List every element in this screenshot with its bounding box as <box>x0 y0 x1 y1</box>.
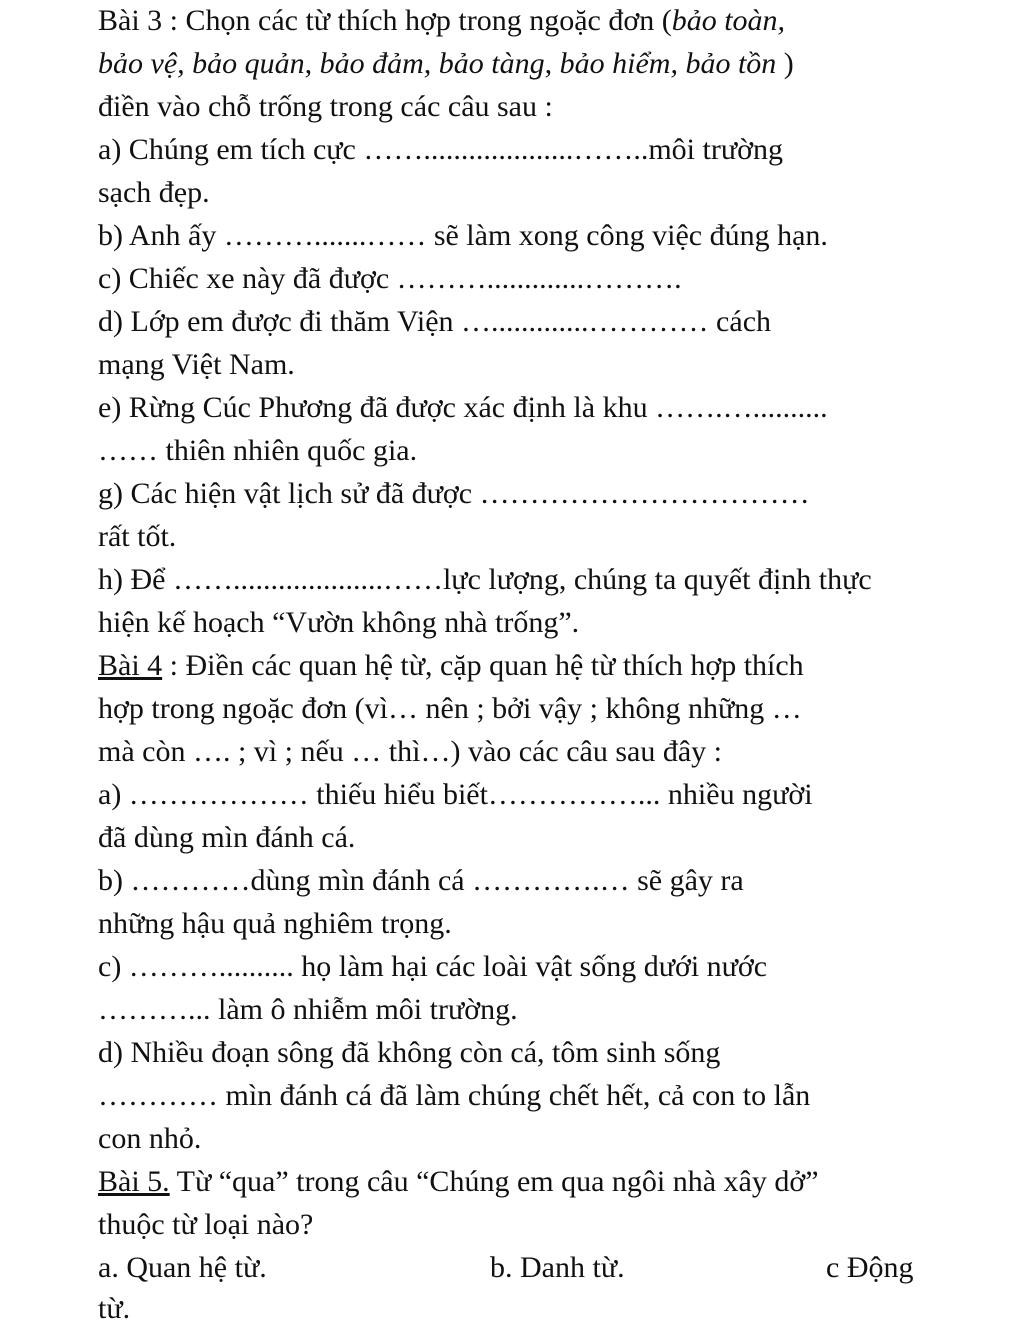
bai4-intro-line-1 <box>98 647 804 685</box>
bai3-intro-line-2 <box>98 45 794 83</box>
bai3-title: Bài 3 <box>98 4 163 37</box>
bai4-intro-line-3: mà còn …. ; vì ; nếu … thì…) vào các câu sau đây : <box>98 735 722 768</box>
bai5-question-text: Từ “qua” trong câu “Chúng em qua ngôi nhà xây dở” <box>169 1165 819 1198</box>
bai4-title: Bài 4 <box>98 649 163 682</box>
bai4-intro-line-2: hợp trong ngoặc đơn (vì… nên ; bởi vậy ; không những … <box>98 692 802 725</box>
bai3-word-list-start: bảo toàn, <box>671 4 786 37</box>
bai3-word-list: bảo vệ, bảo quản, bảo đảm, bảo tàng, bảo hiểm, bảo tồn <box>98 47 777 80</box>
bai5-question-line-2: thuộc từ loại nào? <box>98 1208 314 1241</box>
bai4-sentence-d: d) Nhiều đoạn sông đã không còn cá, tôm sinh sống <box>98 1036 721 1069</box>
bai3-sentence-a: a) Chúng em tích cực ……....................……..môi trường <box>98 133 783 166</box>
bai4-sentence-b: b) …………dùng mìn đánh cá ………….… sẽ gây ra <box>98 864 744 897</box>
bai4-intro-text: : Điền các quan hệ từ, cặp quan hệ từ thích hợp thích <box>162 649 804 682</box>
bai4-sentence-b-cont: những hậu quả nghiêm trọng. <box>98 907 452 940</box>
bai3-sentence-g: g) Các hiện vật lịch sử đã được …………………………… <box>98 477 810 510</box>
bai3-sentence-b: b) Anh ấy ……….......…… sẽ làm xong công việc đúng hạn. <box>98 219 828 252</box>
bai4-sentence-d-end: con nhỏ. <box>98 1122 202 1155</box>
bai3-sentence-d-cont: mạng Việt Nam. <box>98 348 295 381</box>
bai5-option-c-cont: từ. <box>98 1292 131 1325</box>
bai3-sentence-h: h) Để ……....................……lực lượng, chúng ta quyết định thực <box>98 563 872 596</box>
bai3-sentence-g-cont: rất tốt. <box>98 520 177 553</box>
bai3-intro-line-1 <box>98 2 785 40</box>
bai3-word-list-close: ) <box>776 47 794 80</box>
bai3-intro-text: : Chọn các từ thích hợp trong ngoặc đơn ( <box>162 4 672 37</box>
bai4-sentence-d-cont: ………… mìn đánh cá đã làm chúng chết hết, cả con to lẫn <box>98 1079 811 1112</box>
bai4-sentence-a: a) ……………… thiếu hiểu biết……………... nhiều người <box>98 778 813 811</box>
bai3-sentence-c: c) Chiếc xe này đã được ……….............………. <box>98 262 682 295</box>
bai3-intro-line-3: điền vào chỗ trống trong các câu sau : <box>98 90 553 123</box>
bai3-sentence-h-cont: hiện kế hoạch “Vườn không nhà trống”. <box>98 606 580 639</box>
bai4-sentence-a-cont: đã dùng mìn đánh cá. <box>98 821 356 854</box>
bai3-sentence-e: e) Rừng Cúc Phương đã được xác định là khu …….….......... <box>98 391 828 424</box>
bai3-sentence-a-cont: sạch đẹp. <box>98 176 210 209</box>
bai3-sentence-d: d) Lớp em được đi thăm Viện ….............………… cách <box>98 305 772 338</box>
bai3-sentence-e-cont: …… thiên nhiên quốc gia. <box>98 434 418 467</box>
bai5-option-c: c Động <box>826 1251 914 1284</box>
bai5-title: Bài 5. <box>98 1165 170 1198</box>
bai4-sentence-c-cont: ………... làm ô nhiễm môi trường. <box>98 993 518 1026</box>
bai5-option-b: b. Danh từ. <box>490 1251 625 1284</box>
bai4-sentence-c: c) ……….......... họ làm hại các loài vật sống dưới nước <box>98 950 768 983</box>
bai5-option-a: a. Quan hệ từ. <box>98 1251 267 1284</box>
bai5-question-line-1 <box>98 1163 819 1201</box>
